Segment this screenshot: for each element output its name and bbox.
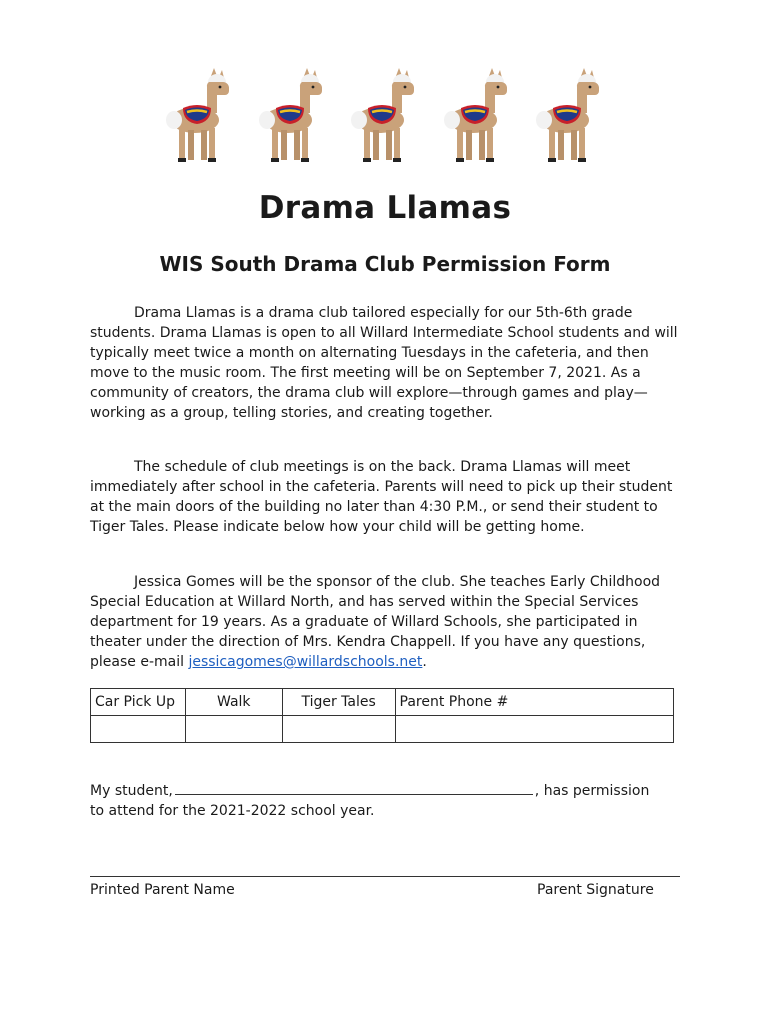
llama-icon bbox=[443, 68, 513, 168]
student-name-field[interactable] bbox=[175, 781, 533, 795]
llama-icon bbox=[165, 68, 235, 168]
page-title: Drama Llamas bbox=[258, 190, 512, 226]
parent-phone-cell[interactable] bbox=[395, 716, 673, 743]
permission-line2: to attend for the 2021-2022 school year. bbox=[90, 803, 375, 819]
llama-icon bbox=[258, 68, 328, 168]
permission-prefix: My student, bbox=[90, 783, 173, 799]
signature-line[interactable] bbox=[90, 876, 680, 877]
table-entry-row bbox=[91, 716, 674, 743]
llama-row bbox=[165, 68, 605, 168]
schedule-paragraph: The schedule of club meetings is on the back. Drama Llamas will meet immediately after school in the cafeteria. Parents will need to pick up their student at the main doors of the building no later than 4:30 P.M., or send their student to Tiger Tales. Please indicate below how your child will be getting home. bbox=[90, 459, 673, 535]
car-pick-up-cell[interactable] bbox=[91, 716, 186, 743]
tiger-tales-cell[interactable] bbox=[282, 716, 395, 743]
printed-parent-name-label: Printed Parent Name bbox=[90, 882, 235, 898]
llama-icon bbox=[350, 68, 420, 168]
header-walk: Walk bbox=[185, 689, 282, 716]
header-car-pick-up: Car Pick Up bbox=[91, 689, 186, 716]
form-subtitle: WIS South Drama Club Permission Form bbox=[159, 252, 611, 276]
sponsor-end: . bbox=[422, 654, 427, 670]
sponsor-text: Jessica Gomes will be the sponsor of the club. She teaches Early Childhood Special Education at Willard North, and has served within the Special Services department for 19 years. As a graduate of Willard Schools, she participated in theater under the direction of Mrs. Kendra Chappell. If you have any questions, please e-mail bbox=[90, 574, 661, 670]
sponsor-email-link[interactable]: jessicagomes@willardschools.net bbox=[188, 654, 423, 670]
header-tiger-tales: Tiger Tales bbox=[282, 689, 395, 716]
permission-suffix: , has permission bbox=[534, 783, 650, 799]
parent-signature-label: Parent Signature bbox=[537, 882, 654, 898]
intro-paragraph: Drama Llamas is a drama club tailored especially for our 5th-6th grade students. Drama Llamas is open to all Willard Intermediate School students and will typically meet twice a month on alternating Tuesdays in the cafeteria, and then move to the music room. The first meeting will be on September 7, 2021. As a community of creators, the drama club will explore—through games and play— working as a group, telling stories, and creating together. bbox=[90, 305, 678, 421]
header-parent-phone: Parent Phone # bbox=[395, 689, 673, 716]
walk-cell[interactable] bbox=[185, 716, 282, 743]
llama-icon bbox=[535, 68, 605, 168]
pickup-table bbox=[90, 688, 674, 743]
sponsor-paragraph bbox=[90, 572, 678, 672]
permission-statement bbox=[90, 781, 674, 821]
table-header-row bbox=[91, 689, 674, 716]
